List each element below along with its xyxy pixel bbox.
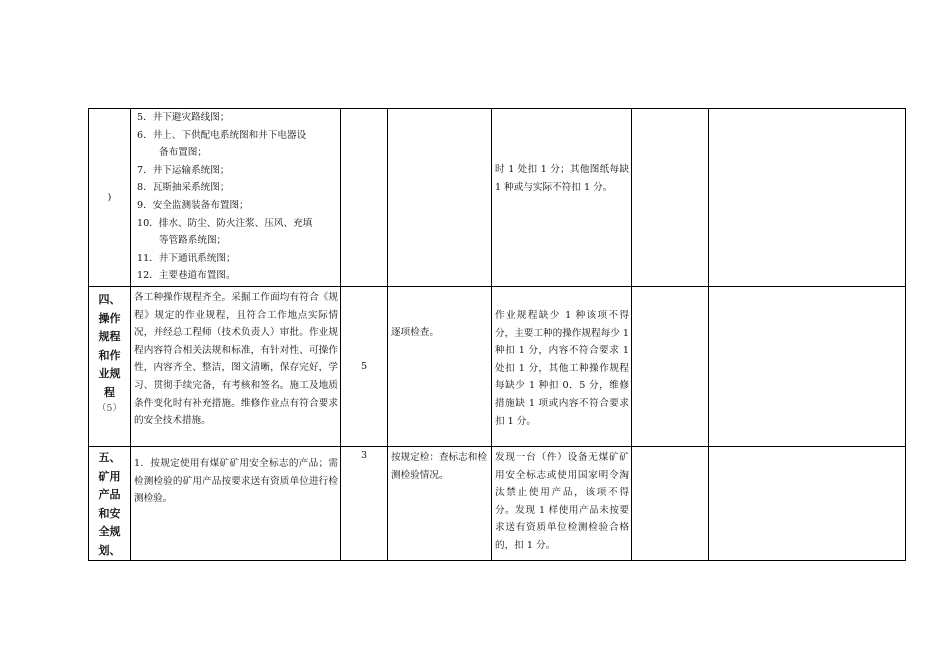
table-row xyxy=(89,109,906,287)
rule-text: 作业规程缺少 1 种该项不得分，主要工种的操作规程每少 1 种扣 1 分，内容不符合要求 1 处扣 1 分，其他工种操作规程每缺少 1 种扣 0．5 分，维修措施缺 1 项或内容不符合要求扣 1 分。 xyxy=(495,310,629,427)
content-text: 1．按规定使用有煤矿矿用安全标志的产品；需检测检验的矿用产品按要求送有资质单位进行检测检验。 xyxy=(134,458,338,505)
rule-cell xyxy=(492,287,632,447)
empty-cell xyxy=(632,287,709,447)
table-row xyxy=(89,447,906,561)
content-cell xyxy=(131,287,341,447)
section-label: 程 xyxy=(104,385,115,399)
section-cell xyxy=(89,109,131,287)
list-item: 备布置图； xyxy=(159,147,207,159)
list-item: 等管路系统图； xyxy=(159,235,227,247)
rule-cell xyxy=(492,447,632,561)
list-item: 9．安全监测装备布置图； xyxy=(137,199,249,211)
section-label: ) xyxy=(107,191,112,203)
method-text: 按规定检：查标志和检测检验情况。 xyxy=(391,452,487,481)
score-value: 5 xyxy=(360,360,368,372)
list-item: 8．瓦斯抽采系统图； xyxy=(137,182,230,194)
empty-cell xyxy=(709,287,906,447)
score-cell xyxy=(341,109,388,287)
list-item: 12．主要巷道布置图。 xyxy=(137,270,236,282)
rule-text: 时 1 处扣 1 分；其他图纸每缺 1 种或与实际不符扣 1 分。 xyxy=(495,163,629,193)
section-label: 和安 xyxy=(98,506,121,520)
section-label: 矿用 xyxy=(98,469,121,483)
rule-cell xyxy=(492,109,632,287)
list-item: 11．井下通讯系统图； xyxy=(137,252,236,264)
list-item: 6．井上、下供配电系统图和井下电器设 xyxy=(137,129,307,141)
section-label: 产品 xyxy=(98,488,121,501)
empty-cell xyxy=(709,109,906,287)
content-cell xyxy=(131,109,341,287)
content-cell xyxy=(131,447,341,561)
section-label: 规程 xyxy=(98,330,121,343)
content-text: 各工种操作规程齐全。采掘工作面均有符合《规程》规定的作业规程，且符合工作地点实际情况，并经总工程师（技术负责人）审批。作业规程内容符合相关法规和标准，有针对性、可操作性，内容齐全、整洁，图文清晰，保存完好，学习、贯彻手续完备，有考核和签名。施工及地质条件变化时有补充措施。维修作业点有符合要求的安全技术措施。 xyxy=(134,292,338,427)
rule-text: 发现一台（件）设备无煤矿矿用安全标志或使用国家明令淘汰禁止使用产品，该项不得分。发现 1 样使用产品未按要求送有资质单位检测检验合格的，扣 1 分。 xyxy=(495,452,629,551)
empty-cell xyxy=(632,447,709,561)
empty-cell xyxy=(632,109,709,287)
section-cell xyxy=(89,287,131,447)
method-cell xyxy=(388,287,492,447)
empty-cell xyxy=(709,447,906,561)
score-cell xyxy=(341,287,388,447)
inspection-table xyxy=(88,108,906,561)
section-label: 全规 xyxy=(98,525,121,538)
list-item: 7．井下运输系统图； xyxy=(137,164,230,176)
section-label: 划、 xyxy=(98,543,121,557)
section-label: 和作 xyxy=(98,348,121,362)
section-cell xyxy=(89,447,131,561)
section-label: 五、 xyxy=(98,451,121,464)
section-label: 业规 xyxy=(98,367,121,380)
score-cell xyxy=(341,447,388,561)
section-score-note: （5） xyxy=(96,403,123,414)
list-item: 10．排水、防尘、防火注浆、压风、充填 xyxy=(137,217,313,229)
section-label: 四、 xyxy=(98,293,121,306)
score-value: 3 xyxy=(360,450,368,461)
table-row xyxy=(89,287,906,447)
method-cell xyxy=(388,447,492,561)
list-item: 5．井下避灾路线图； xyxy=(137,112,230,123)
method-text: 逐项检查。 xyxy=(391,327,439,338)
section-label: 操作 xyxy=(98,311,121,325)
method-cell xyxy=(388,109,492,287)
